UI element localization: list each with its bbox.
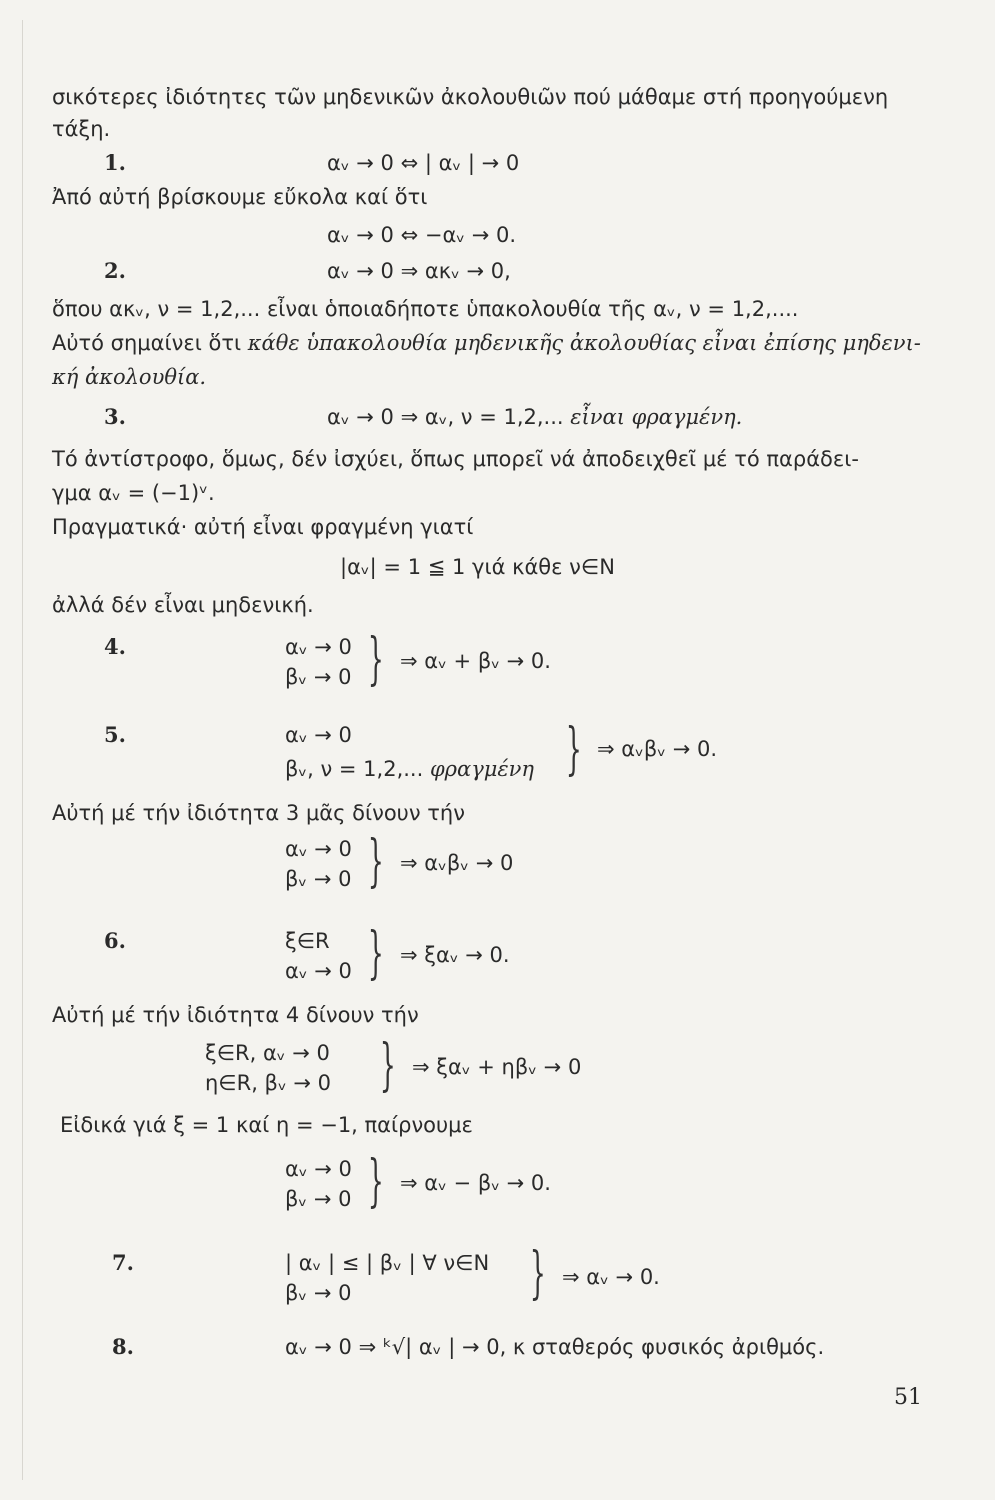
text-line: Εἰδικά γιά ξ = 1 καί η = −1, παίρνουμε xyxy=(60,1113,473,1137)
text-line: Πραγματικά· αὐτή εἶναι φραγμένη γιατί xyxy=(52,515,474,539)
property-number: 2. xyxy=(104,258,126,283)
property-number: 1. xyxy=(104,150,126,175)
text-line: Ἀπό αὐτή βρίσκουμε εὔκολα καί ὅτι xyxy=(52,185,428,209)
formula: ⇒ αᵥ → 0. xyxy=(562,1265,660,1289)
right-brace: } xyxy=(379,1033,396,1098)
formula: αᵥ → 0 xyxy=(285,1157,352,1181)
property-number: 3. xyxy=(104,404,126,429)
property-number: 4. xyxy=(104,634,126,659)
formula: η∈R, βᵥ → 0 xyxy=(205,1071,332,1095)
formula: ξ∈R, αᵥ → 0 xyxy=(205,1041,330,1065)
formula: ⇒ αᵥβᵥ → 0. xyxy=(597,737,718,761)
formula: | αᵥ | ≤ | βᵥ | ∀ ν∈N xyxy=(285,1251,490,1275)
formula: αᵥ → 0 ⇔ | αᵥ | → 0 xyxy=(327,151,520,175)
formula-segment: βᵥ, ν = 1,2,... xyxy=(285,757,430,781)
right-brace: } xyxy=(367,829,384,894)
property-number: 6. xyxy=(104,928,126,953)
italic-text: κή ἀκολουθία. xyxy=(52,365,207,389)
page-edge-shadow xyxy=(22,20,23,1480)
italic-text: εἶναι φραγμένη. xyxy=(570,405,743,429)
formula: ⇒ αᵥ + βᵥ → 0. xyxy=(400,649,551,673)
formula: αᵥ → 0 ⇔ −αᵥ → 0. xyxy=(327,223,517,247)
formula: αᵥ → 0 xyxy=(285,723,352,747)
right-brace: } xyxy=(367,921,384,986)
italic-text: κάθε ὑπακολουθία μηδενικῆς ἀκολουθίας εἶναι ἐπίσης μηδενι- xyxy=(247,331,921,355)
right-brace: } xyxy=(367,627,384,692)
formula-segment: αᵥ → 0 ⇒ αᵥ, ν = 1,2,... xyxy=(327,405,571,429)
formula: βᵥ → 0 xyxy=(285,665,352,689)
right-brace: } xyxy=(367,1149,384,1214)
formula: αᵥ → 0 ⇒ ᵏ√| αᵥ | → 0, κ σταθερός φυσικός ἀριθμός. xyxy=(285,1335,825,1359)
formula: ⇒ αᵥ − βᵥ → 0. xyxy=(400,1171,551,1195)
formula: αᵥ → 0 xyxy=(285,635,352,659)
property-number: 8. xyxy=(112,1334,134,1359)
text-line: Τό ἀντίστροφο, ὅμως, δέν ἰσχύει, ὅπως μπορεῖ νά ἀποδειχθεῖ μέ τό παράδει- xyxy=(52,447,859,471)
text-line: Αὐτή μέ τήν ἰδιότητα 4 δίνουν τήν xyxy=(52,1003,419,1027)
right-brace: } xyxy=(529,1241,546,1306)
formula: αᵥ → 0 xyxy=(285,837,352,861)
text-segment: Αὐτό σημαίνει ὅτι xyxy=(52,331,248,355)
formula: βᵥ → 0 xyxy=(285,1187,352,1211)
text-line: ὅπου ακᵥ, ν = 1,2,... εἶναι ὁποιαδήποτε ὑπακολουθία τῆς αᵥ, ν = 1,2,.... xyxy=(52,297,799,321)
formula: ξ∈R xyxy=(285,929,330,953)
text-line: γμα αᵥ = (−1)ᵛ. xyxy=(52,481,215,505)
formula: ⇒ ξαᵥ → 0. xyxy=(400,943,510,967)
formula: ⇒ ξαᵥ + ηβᵥ → 0 xyxy=(412,1055,582,1079)
formula: αᵥ → 0 ⇒ ακᵥ → 0, xyxy=(327,259,511,283)
text-line: τάξη. xyxy=(52,117,111,141)
formula xyxy=(285,756,534,782)
formula: |αᵥ| = 1 ≦ 1 γιά κάθε ν∈N xyxy=(340,555,615,579)
italic-text: φραγμένη xyxy=(429,757,535,781)
right-brace: } xyxy=(565,717,582,782)
formula: βᵥ → 0 xyxy=(285,1281,352,1305)
formula: βᵥ → 0 xyxy=(285,867,352,891)
formula xyxy=(327,404,742,430)
formula: ⇒ αᵥβᵥ → 0 xyxy=(400,851,514,875)
formula: αᵥ → 0 xyxy=(285,959,352,983)
property-number: 7. xyxy=(112,1250,134,1275)
property-number: 5. xyxy=(104,722,126,747)
page-number: 51 xyxy=(894,1385,922,1410)
text-line xyxy=(52,330,921,356)
text-line: σικότερες ἰδιότητες τῶν μηδενικῶν ἀκολουθιῶν πού μάθαμε στή προηγούμενη xyxy=(52,85,889,109)
text-line: ἀλλά δέν εἶναι μηδενική. xyxy=(52,593,314,617)
text-line: Αὐτή μέ τήν ἰδιότητα 3 μᾶς δίνουν τήν xyxy=(52,801,465,825)
